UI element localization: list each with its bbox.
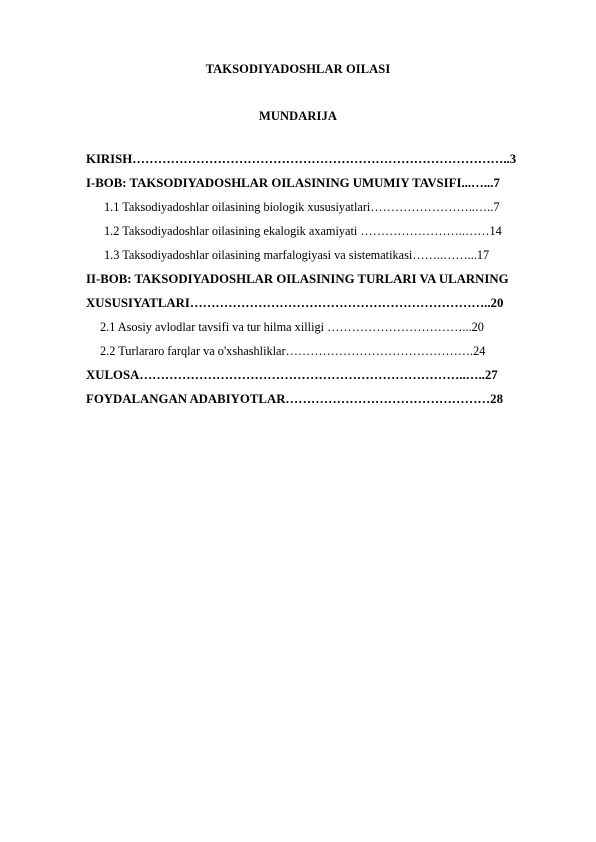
document-title: TAKSODIYADOSHLAR OILASI <box>205 62 391 76</box>
toc-entry-1-3: 1.3 Taksodiyadoshlar oilasining marfalogiyasi va sistematikasi……..……...17 <box>104 248 490 262</box>
contents-heading: MUNDARIJA <box>259 109 337 123</box>
toc-entry-kirish: KIRISH……………………………………………………………………………..3 <box>86 152 517 166</box>
toc-entry-1-2: 1.2 Taksodiyadoshlar oilasining ekalogik axamiyati ……………………..……14 <box>104 224 502 238</box>
toc-entry-1-1: 1.1 Taksodiyadoshlar oilasining biologik xususiyatlari……………………..…..7 <box>104 200 500 214</box>
toc-entry-chapter-1: I-BOB: TAKSODIYADOSHLAR OILASINING UMUMIY TAVSIFI...…...7 <box>86 176 500 190</box>
toc-entry-xulosa: XULOSA…………………………………………………………………..…..27 <box>86 368 498 382</box>
toc-entry-2-2: 2.2 Turlararo farqlar va o'xshashliklar……………………………………….24 <box>100 344 486 358</box>
toc-entry-references: FOYDALANGAN ADABIYOTLAR…………………………………………28 <box>86 392 503 406</box>
toc-entry-chapter-2-cont: XUSUSIYATLARI……………………………………………………………..20 <box>86 296 504 310</box>
toc-entry-2-1: 2.1 Asosiy avlodlar tavsifi va tur hilma xilligi ……………………………...20 <box>100 320 484 334</box>
toc-entry-chapter-2: II-BOB: TAKSODIYADOSHLAR OILASINING TURLARI VA ULARNING <box>86 272 509 286</box>
